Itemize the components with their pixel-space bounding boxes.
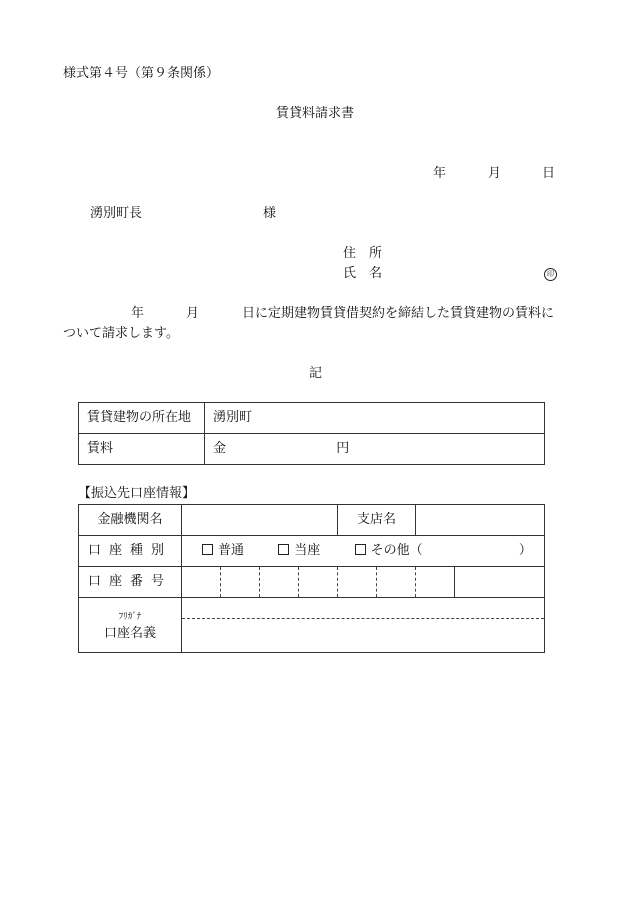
location-label: 賃貸建物の所在地	[79, 403, 205, 434]
bank-section-heading: 【振込先口座情報】	[78, 486, 196, 501]
holder-input[interactable]	[182, 598, 545, 653]
holder-label: 口座名義	[103, 626, 156, 641]
branch-label: 支店名	[338, 505, 416, 536]
checkbox-icon	[278, 544, 289, 555]
account-digit[interactable]	[182, 567, 221, 598]
ki-mark: 記	[309, 366, 323, 381]
account-digit[interactable]	[338, 567, 377, 598]
date-year: 年	[433, 166, 447, 181]
account-digit[interactable]	[299, 567, 338, 598]
date-month: 月	[488, 166, 502, 181]
checkbox-ordinary[interactable]: 普通	[202, 543, 244, 558]
document-title: 賃貸料請求書	[276, 106, 355, 121]
date-day: 日	[542, 166, 556, 181]
bank-table	[78, 504, 545, 653]
rent-unit: 円	[336, 441, 350, 456]
institution-input[interactable]	[182, 505, 338, 536]
address-label: 住 所	[343, 246, 383, 261]
furigana-label: ﾌﾘｶﾞﾅ	[118, 612, 142, 622]
body-year: 年	[131, 306, 145, 321]
addressee-honorific: 様	[263, 206, 277, 221]
holder-label-cell	[79, 598, 182, 653]
account-number-label: 口座番号	[79, 567, 182, 598]
other-close-paren: ）	[518, 543, 532, 558]
furigana-divider	[182, 618, 544, 619]
branch-input[interactable]	[416, 505, 545, 536]
rent-value[interactable]	[205, 434, 545, 465]
account-digit[interactable]	[416, 567, 455, 598]
account-digit[interactable]	[260, 567, 299, 598]
body-month: 月	[186, 306, 200, 321]
location-value[interactable]	[205, 403, 545, 434]
property-table	[78, 402, 545, 465]
account-digit[interactable]	[221, 567, 260, 598]
seal-mark: 印	[544, 268, 557, 281]
rent-label: 賃料	[79, 434, 205, 465]
account-number-tail[interactable]	[455, 567, 545, 598]
checkbox-current[interactable]: 当座	[278, 543, 320, 558]
checkbox-icon	[202, 544, 213, 555]
rent-prefix: 金	[213, 441, 227, 456]
account-type-options	[182, 536, 545, 567]
body-text-line1: 日に定期建物賃貸借契約を締結した賃貸建物の賃料に	[242, 306, 555, 321]
account-digit[interactable]	[377, 567, 416, 598]
form-number: 様式第４号（第９条関係）	[63, 66, 220, 81]
name-label: 氏 名	[343, 266, 383, 281]
addressee-name: 湧別町長	[90, 206, 143, 221]
location-value-text: 湧別町	[213, 410, 253, 425]
institution-label: 金融機関名	[79, 505, 182, 536]
account-type-label: 口座種別	[79, 536, 182, 567]
checkbox-other[interactable]: その他（	[355, 543, 423, 558]
body-text-line2: ついて請求します。	[63, 326, 179, 341]
checkbox-icon	[355, 544, 366, 555]
